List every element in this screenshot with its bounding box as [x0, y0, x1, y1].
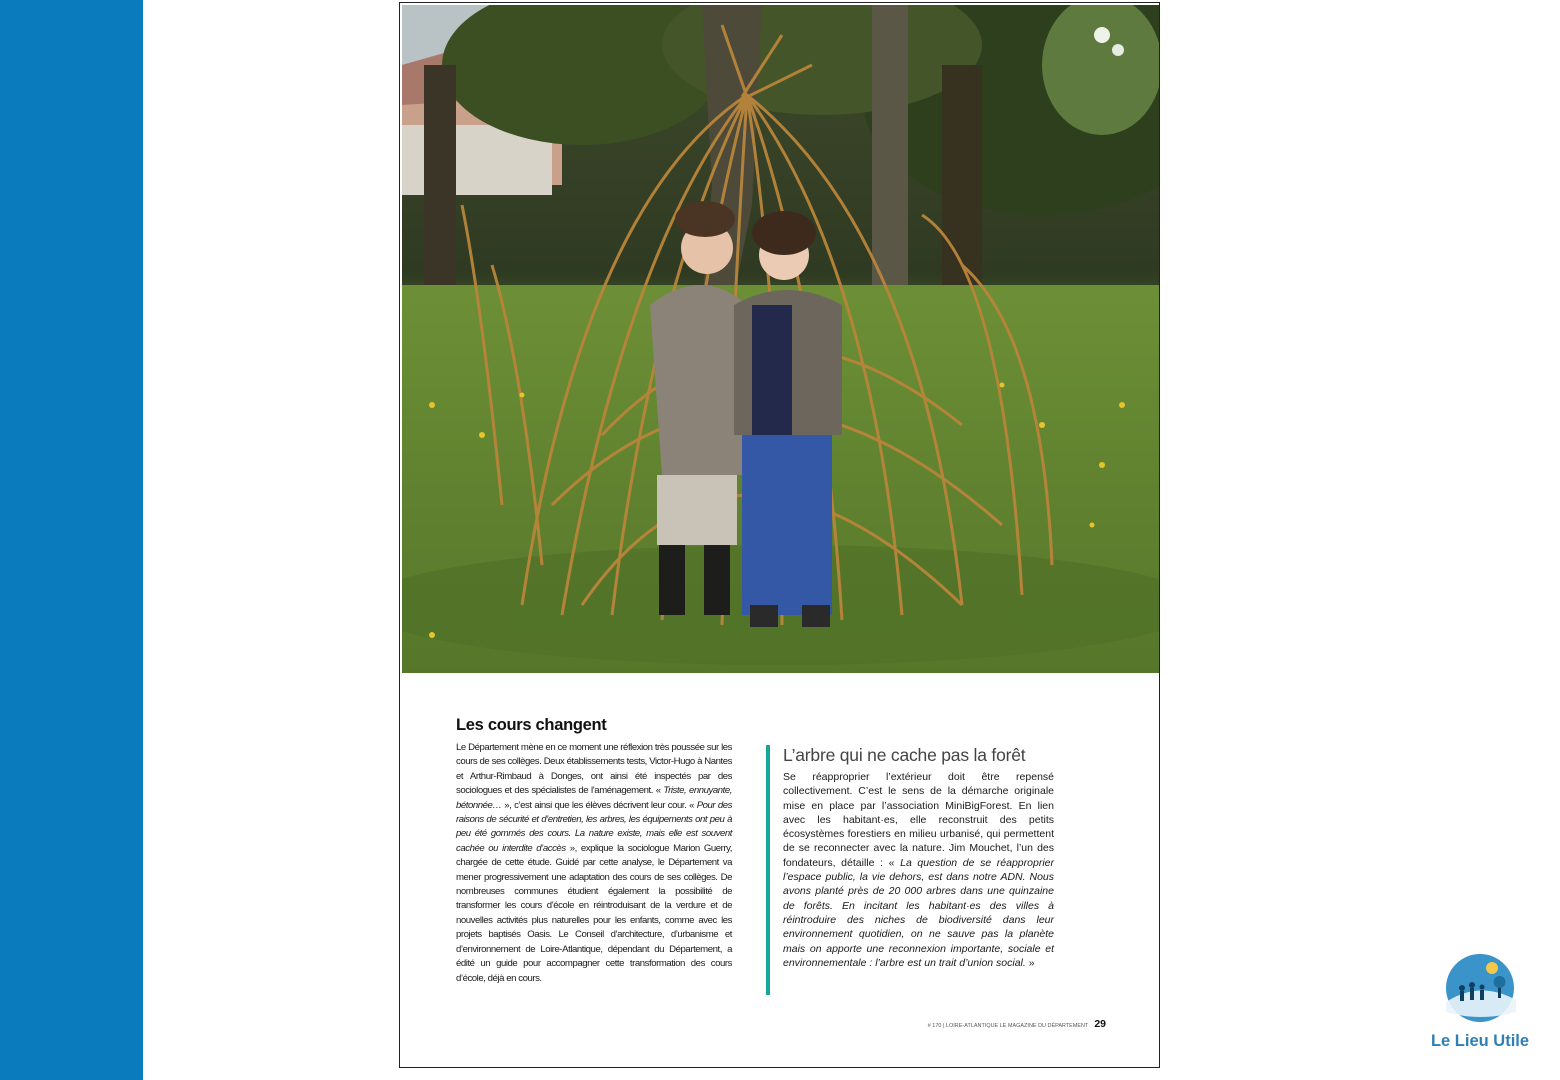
- right-text-2: »: [1028, 956, 1035, 969]
- sidebar-box-body: [783, 770, 1054, 970]
- page-footer: [920, 1018, 1106, 1030]
- magazine-footer-label: # 170 | LOIRE-ATLANTIQUE LE MAGAZINE DU DÉPARTEMENT: [927, 1023, 1089, 1029]
- left-quote-2: Pour des raisons de sécurité et d’entretien, les arbres, les équipements ont peu à peu été gommés des cours. La nature existe, mais elle est souvent cachée ou interdite d’accès: [456, 799, 733, 854]
- article-left-column: [456, 716, 732, 986]
- page-number: 29: [1094, 1018, 1106, 1030]
- left-text-1: Le Département mène en ce moment une réflexion très poussée sur les cours de ses collèges. Deux établissements tests, Victor-Hugo à Nantes et Arthur-Rimbaud à Donges, ont ainsi été inspectés par des sociologues et des spécialistes de l’aménagement. «: [456, 742, 732, 797]
- logo-wordmark: Le Lieu Utile: [1430, 1032, 1530, 1050]
- left-sidebar: [0, 0, 143, 1080]
- le-lieu-utile-logo: [1428, 950, 1532, 1060]
- left-text-3: », explique la sociologue Marion Guerry, chargée de cette étude. Guidé par cette analyse, le Département va mener progressivement une adaptation des cours de ses collèges. De nombreuses communes étudient également la possibilité de transformer les cours d’école en réintroduisant de la verdure et de nouvelles activités plus naturelles pour les enfants, comme avec les projets baptisés Oasis. Le Conseil d’architecture, d’urbanisme et d’environnement de Loire-Atlantique, dépendant du Département, a édité un guide pour accompagner cette transformation des cours d’école, déjà en cours.: [456, 842, 732, 984]
- article-left-body: [456, 741, 732, 986]
- article-heading: Les cours changent: [456, 716, 607, 734]
- right-quote: La question de se réapproprier l’espace public, la vie dehors, est dans notre ADN. Nous avons planté près de 20 000 arbres dans une quinzaine de forêts. En incitant les habitant·es des villes à réintroduire des niches de biodiversité dans leur environnement quotidien, on ne sauve pas la planète mais on apporte une reconnexion importante, sociale et environnementale : l’arbre est un trait d’union social.: [783, 856, 1054, 969]
- sidebar-box-heading: L’arbre qui ne cache pas la forêt: [783, 745, 1026, 765]
- sun-icon: [1486, 962, 1498, 974]
- left-text-2: », c’est ainsi que les élèves décrivent leur cour. «: [504, 799, 694, 811]
- left-quote-1: Triste, ennuyante, bétonnée…: [456, 785, 732, 811]
- magazine-page: [399, 2, 1160, 1068]
- children-willow-hut-photo: [402, 5, 1159, 673]
- right-text-1: Se réapproprier l’extérieur doit être repensé collectivement. C’est le sens de la démarche originale mise en place par l’association MiniBigForest. En lien avec les habitant·es, elle reconstruit des petits écosystèmes forestiers en milieu urbanisé, qui permettent de se reconnecter avec la nature. Jim Mouchet, l’un des fondateurs, détaille : «: [783, 771, 1054, 869]
- sidebar-box: [766, 745, 1054, 995]
